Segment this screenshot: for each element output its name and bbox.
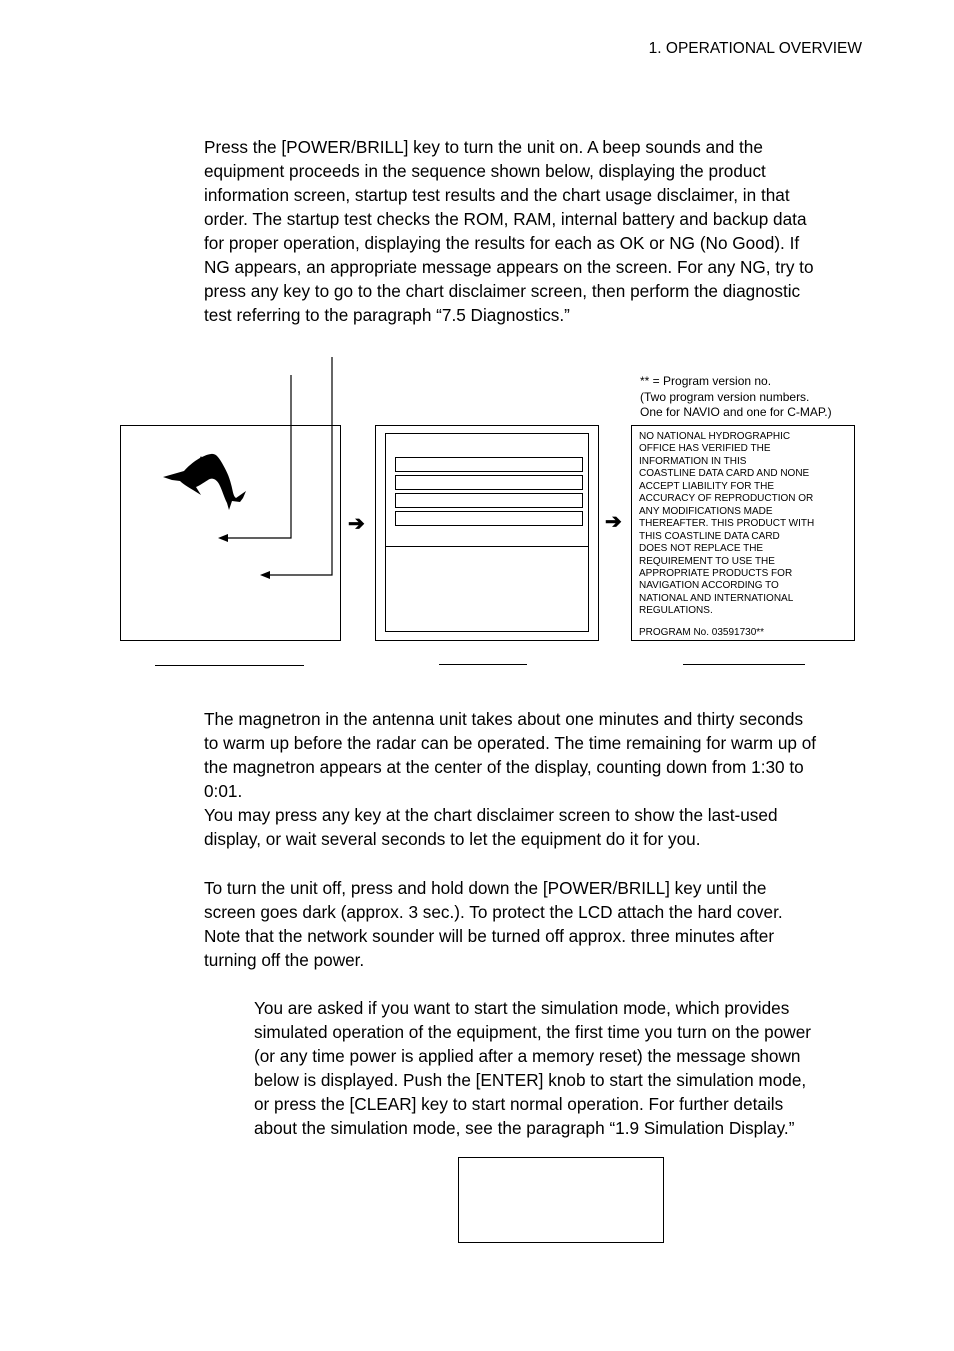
disclaimer-line: NAVIGATION ACCORDING TO <box>639 580 779 592</box>
text-line: simulated operation of the equipment, the first time you turn on the power <box>254 1022 811 1042</box>
text-line: screen goes dark (approx. 3 sec.). To protect the LCD attach the hard cover. <box>204 902 783 922</box>
text-line: display, or wait several seconds to let the equipment do it for you. <box>204 829 701 849</box>
text-line: the magnetron appears at the center of the display, counting down from 1:30 to <box>204 757 804 777</box>
text-line: test referring to the paragraph “7.5 Diagnostics.” <box>204 305 570 325</box>
text-line: 0:01. <box>204 781 243 801</box>
disclaimer-line: REQUIREMENT TO USE THE <box>639 555 775 567</box>
panel-divider <box>386 546 588 547</box>
test-result-bar <box>395 511 583 526</box>
callout-arrowhead <box>218 534 228 542</box>
disclaimer-line: APPROPRIATE PRODUCTS FOR <box>639 567 793 579</box>
text-line: for proper operation, displaying the results for each as OK or NG (No Good). If <box>204 233 800 253</box>
text-line: turning off the power. <box>204 950 365 970</box>
text-line: press any key to go to the chart disclaimer screen, then perform the diagnostic <box>204 281 801 301</box>
disclaimer-text <box>639 431 847 639</box>
callout-line <box>226 375 291 538</box>
disclaimer-line: OFFICE HAS VERIFIED THE <box>639 443 771 455</box>
caption-underline <box>683 664 805 665</box>
text-line: (or any time power is applied after a memory reset) the message shown <box>254 1046 801 1066</box>
caption-underline <box>155 665 304 666</box>
note-line: ** = Program version no. <box>640 374 772 388</box>
test-result-bar <box>395 493 583 508</box>
warmup-paragraph <box>204 707 864 851</box>
text-line: equipment proceeds in the sequence shown below, displaying the product <box>204 161 766 181</box>
disclaimer-line: ANY MODIFICATIONS MADE <box>639 505 773 517</box>
simulation-message-box <box>458 1157 664 1243</box>
text-line: or press the [CLEAR] key to start normal operation. For further details <box>254 1094 784 1114</box>
text-line: about the simulation mode, see the paragraph “1.9 Simulation Display.” <box>254 1118 795 1138</box>
disclaimer-line: COASTLINE DATA CARD AND NONE <box>639 468 810 480</box>
disclaimer-line: ACCEPT LIABILITY FOR THE <box>639 480 775 492</box>
section-header: 1. OPERATIONAL OVERVIEW <box>648 40 862 57</box>
text-line: You are asked if you want to start the simulation mode, which provides <box>254 998 790 1018</box>
text-line: information screen, startup test results and the chart usage disclaimer, in that <box>204 185 790 205</box>
caption-underline <box>439 664 527 665</box>
power-off-paragraph <box>204 876 864 972</box>
disclaimer-line: NATIONAL AND INTERNATIONAL <box>639 592 794 604</box>
disclaimer-line: ACCURACY OF REPRODUCTION OR <box>639 493 814 505</box>
program-number: PROGRAM No. 03591730** <box>639 626 765 638</box>
chart-disclaimer-screen <box>631 425 855 641</box>
text-line: You may press any key at the chart disclaimer screen to show the last-used <box>204 805 778 825</box>
text-line: The magnetron in the antenna unit takes about one minutes and thirty seconds <box>204 709 804 729</box>
simulation-paragraph <box>254 996 864 1140</box>
disclaimer-line: THEREAFTER. THIS PRODUCT WITH <box>639 518 815 530</box>
text-line: order. The startup test checks the ROM, RAM, internal battery and backup data <box>204 209 807 229</box>
callout-line <box>268 357 332 575</box>
disclaimer-line: INFORMATION IN THIS <box>639 455 747 467</box>
sequence-arrow-icon: ➔ <box>348 513 365 535</box>
text-line: below is displayed. Push the [ENTER] knob to start the simulation mode, <box>254 1070 807 1090</box>
test-result-bar <box>395 457 583 472</box>
disclaimer-line: NO NATIONAL HYDROGRAPHIC <box>639 431 791 442</box>
note-line: One for NAVIO and one for C-MAP.) <box>640 405 832 419</box>
disclaimer-line: REGULATIONS. <box>639 605 713 617</box>
marlin-logo-icon <box>163 454 246 510</box>
disclaimer-line: THIS COASTLINE DATA CARD <box>639 530 780 542</box>
text-line: to warm up before the radar can be operated. The time remaining for warm up of <box>204 733 817 753</box>
text-line: NG appears, an appropriate message appears on the screen. For any NG, try to <box>204 257 814 277</box>
text-line: Press the [POWER/BRILL] key to turn the unit on. A beep sounds and the <box>204 137 763 157</box>
text-line: Note that the network sounder will be turned off approx. three minutes after <box>204 926 775 946</box>
text-line: To turn the unit off, press and hold down the [POWER/BRILL] key until the <box>204 878 767 898</box>
sequence-arrow-icon: ➔ <box>605 511 622 533</box>
callout-arrowhead <box>260 571 270 579</box>
note-line: (Two program version numbers. <box>640 389 810 404</box>
test-result-bar <box>395 475 583 490</box>
disclaimer-line: DOES NOT REPLACE THE <box>639 543 764 555</box>
